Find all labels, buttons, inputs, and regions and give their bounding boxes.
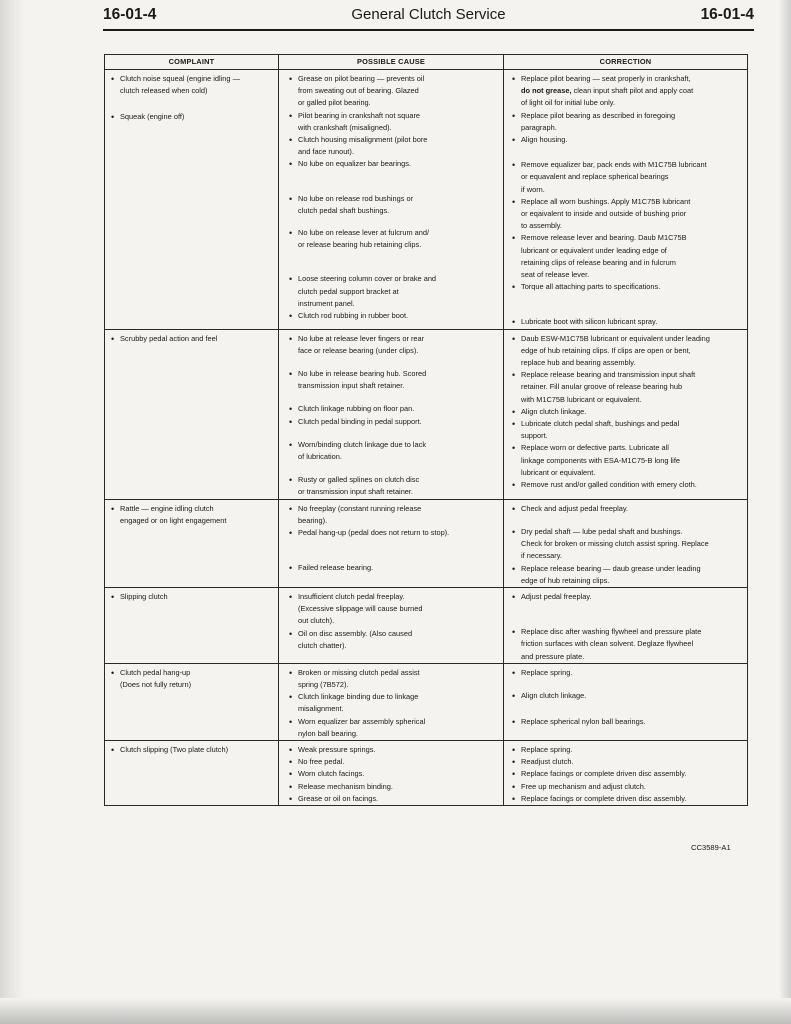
item-text: Release mechanism binding. — [298, 781, 393, 791]
cause-item — [289, 474, 499, 498]
item-text: Adjust pedal freeplay. — [521, 591, 592, 601]
correction-item — [512, 781, 743, 793]
cause-cell — [279, 70, 504, 330]
bullet-icon: • — [289, 333, 293, 344]
column-header-possible-cause: POSSIBLE CAUSE — [279, 55, 504, 70]
cause-item — [289, 562, 499, 574]
bullet-icon: • — [289, 439, 293, 450]
bullet-icon: • — [289, 667, 293, 678]
bullet-icon: • — [512, 563, 516, 574]
item-text: Worn equalizer bar assembly spherical nylon ball bearing. — [298, 716, 426, 738]
item-text: Check and adjust pedal freeplay. — [521, 503, 629, 513]
item-text: Remove rust and/or galled condition with emery cloth. — [521, 480, 697, 490]
correction-item — [512, 563, 743, 587]
item-text: Pedal hang-up (pedal does not return to stop). — [298, 528, 450, 538]
item-text: Oil on disc assembly. (Also caused clutch chatter). — [298, 628, 413, 650]
table-body — [105, 70, 748, 806]
bullet-icon: • — [289, 716, 293, 727]
bullet-icon: • — [289, 404, 293, 415]
correction-item — [512, 479, 743, 491]
cause-item — [289, 781, 499, 793]
correction-item — [512, 716, 743, 728]
item-text: Lubricate clutch pedal shaft, bushings and pedal support. — [521, 419, 680, 441]
table-header-row — [105, 55, 748, 70]
cause-item — [289, 403, 499, 415]
complaint-item — [111, 503, 274, 527]
bullet-icon: • — [111, 591, 115, 602]
bullet-icon: • — [512, 370, 516, 381]
cause-item — [289, 227, 499, 251]
bullet-icon: • — [289, 757, 293, 768]
item-text: Replace facings or complete driven disc assembly. — [521, 769, 687, 779]
bullet-icon: • — [289, 274, 293, 285]
cause-item — [289, 667, 499, 691]
bullet-icon: • — [512, 333, 516, 344]
cause-item — [289, 439, 499, 463]
cause-item — [289, 793, 499, 805]
cause-item — [289, 744, 499, 756]
correction-item — [512, 690, 743, 702]
bullet-icon: • — [512, 480, 516, 491]
bullet-icon: • — [289, 744, 293, 755]
complaint-cell — [105, 70, 279, 330]
item-text: Grease or oil on facings. — [298, 793, 379, 803]
correction-item — [512, 406, 743, 418]
bullet-icon: • — [512, 667, 516, 678]
item-text: Align housing. — [521, 135, 568, 145]
correction-item — [512, 196, 743, 233]
item-text: No lube on release rod bushings or clutch pedal shaft bushings. — [298, 193, 414, 215]
item-text: Insufficient clutch pedal freeplay. (Excessive slippage will cause burned out clutch). — [298, 591, 423, 626]
bullet-icon: • — [512, 110, 516, 121]
bullet-icon: • — [289, 528, 293, 539]
item-text: Clutch rod rubbing in rubber boot. — [298, 311, 409, 321]
correction-item — [512, 503, 743, 515]
cause-item — [289, 628, 499, 652]
bullet-icon: • — [512, 793, 516, 804]
troubleshooting-table — [104, 54, 748, 806]
item-text: Remove equalizer bar, pack ends with M1C75B lubricant or equavalent and replace spherical bearings if worn. — [521, 160, 707, 194]
complaint-item — [111, 744, 274, 756]
correction-cell — [504, 663, 748, 740]
cause-item — [289, 768, 499, 780]
correction-item — [512, 232, 743, 281]
bullet-icon: • — [111, 112, 115, 123]
table-row — [105, 329, 748, 499]
bullet-icon: • — [289, 692, 293, 703]
bullet-icon: • — [512, 781, 516, 792]
bullet-icon: • — [289, 591, 293, 602]
item-text: Torque all attaching parts to specifications. — [521, 282, 661, 292]
item-text: Replace all worn bushings. Apply M1C75B lubricant or eqaivalent to inside and outside of bushing prior to assembly. — [521, 196, 691, 231]
cause-item — [289, 193, 499, 217]
item-text: Align clutch linkage. — [521, 690, 587, 700]
bullet-icon: • — [512, 419, 516, 430]
cause-item — [289, 273, 499, 310]
correction-item — [512, 442, 743, 479]
item-text: Daub ESW-M1C75B lubricant or equivalent under leading edge of hub retaining clips. If clips are open or bent, replace hub and bearing assembly. — [521, 333, 710, 368]
item-text: Slipping clutch — [120, 591, 168, 601]
bullet-icon: • — [512, 282, 516, 293]
correction-item — [512, 591, 743, 603]
item-text: No lube on release lever at fulcrum and/ or release bearing hub retaining clips. — [298, 228, 430, 250]
correction-item — [512, 768, 743, 780]
figure-code: CC3589-A1 — [691, 843, 731, 852]
page-binding-margin — [0, 0, 26, 1024]
correction-item — [512, 526, 743, 563]
cause-item — [289, 527, 499, 539]
item-text: Replace worn or defective parts. Lubricate all linkage components with ESA-M1C75-B long life lubricant or equivalent. — [521, 443, 680, 477]
correction-item — [512, 667, 743, 679]
page-edge-shadow — [779, 0, 791, 1024]
complaint-cell — [105, 587, 279, 663]
bullet-icon: • — [512, 406, 516, 417]
correction-item — [512, 418, 743, 442]
item-text: No freeplay (constant running release bearing). — [298, 503, 422, 525]
bullet-icon: • — [512, 690, 516, 701]
complaint-item — [111, 111, 274, 123]
bullet-icon: • — [512, 744, 516, 755]
bullet-icon: • — [512, 526, 516, 537]
bullet-icon: • — [289, 135, 293, 146]
bullet-icon: • — [289, 793, 293, 804]
item-text: No free pedal. — [298, 757, 345, 767]
item-text: No lube at release lever fingers or rear face or release bearing (under clips). — [298, 333, 425, 355]
item-text: Rattle — engine idling clutch engaged or on light engagement — [120, 503, 227, 525]
item-text: Replace release bearing — daub grease under leading edge of hub retaining clips. — [521, 563, 701, 585]
item-text: Failed release bearing. — [298, 563, 374, 573]
complaint-item — [111, 73, 274, 97]
bullet-icon: • — [289, 311, 293, 322]
complaint-cell — [105, 499, 279, 587]
bullet-icon: • — [289, 416, 293, 427]
cause-item — [289, 591, 499, 628]
item-text: Clutch linkage rubbing on floor pan. — [298, 404, 415, 414]
cause-item — [289, 73, 499, 110]
item-text: Clutch noise squeal (engine idling — clutch released when cold) — [120, 74, 240, 96]
bullet-icon: • — [289, 475, 293, 486]
correction-item — [512, 333, 743, 370]
item-text: Loose steering column cover or brake and clutch pedal support bracket at instrument panel. — [298, 274, 437, 308]
cause-cell — [279, 499, 504, 587]
bullet-icon: • — [512, 717, 516, 728]
bullet-icon: • — [111, 74, 115, 84]
correction-item — [512, 281, 743, 293]
item-text: Lubricate boot with silicon lubricant spray. — [521, 317, 658, 327]
bullet-icon: • — [512, 443, 516, 454]
correction-item — [512, 134, 743, 146]
column-header-complaint: COMPLAINT — [105, 55, 279, 70]
bullet-icon: • — [512, 627, 516, 638]
cause-item — [289, 110, 499, 134]
cause-item — [289, 310, 499, 322]
bullet-icon: • — [512, 74, 516, 84]
item-text: Replace spring. — [521, 667, 573, 677]
item-text: Free up mechanism and adjust clutch. — [521, 781, 646, 791]
item-text: Rusty or galled splines on clutch disc or transmission input shaft retainer. — [298, 475, 420, 497]
item-text: Clutch pedal hang-up (Does not fully return) — [120, 667, 192, 689]
emphasis-text: do not grease, — [521, 86, 572, 96]
table-row — [105, 499, 748, 587]
complaint-item — [111, 667, 274, 691]
complaint-item — [111, 333, 274, 345]
bullet-icon: • — [289, 628, 293, 639]
item-text: Clutch pedal binding in pedal support. — [298, 416, 422, 426]
correction-item — [512, 756, 743, 768]
bullet-icon: • — [111, 744, 115, 755]
item-text: Clutch linkage binding due to linkage misalignment. — [298, 692, 419, 714]
cause-item — [289, 503, 499, 527]
bullet-icon: • — [512, 503, 516, 514]
bullet-icon: • — [111, 503, 115, 514]
complaint-cell — [105, 329, 279, 499]
cause-item — [289, 716, 499, 740]
cause-item — [289, 368, 499, 392]
table-row — [105, 663, 748, 740]
bullet-icon: • — [289, 228, 293, 239]
correction-cell — [504, 740, 748, 805]
correction-cell — [504, 70, 748, 330]
item-text: Broken or missing clutch pedal assist spring (7B572). — [298, 667, 420, 689]
page-bottom-shadow — [0, 998, 791, 1024]
bullet-icon: • — [512, 160, 516, 171]
complaint-item — [111, 591, 274, 603]
item-text: No lube in release bearing hub. Scored transmission input shaft retainer. — [298, 369, 427, 391]
bullet-icon: • — [512, 135, 516, 146]
page-number-left: 16-01-4 — [103, 6, 157, 23]
item-text: Replace release bearing and transmission input shaft retainer. Fill anular groove of release bearing hub with M1C75B lubricant or equivalent. — [521, 370, 696, 404]
bullet-icon: • — [289, 74, 293, 84]
correction-item — [512, 369, 743, 406]
cause-item — [289, 416, 499, 428]
item-text: Pilot bearing in crankshaft not square with crankshaft (misaligned). — [298, 110, 421, 132]
page-number-right: 16-01-4 — [700, 6, 754, 23]
cause-cell — [279, 740, 504, 805]
correction-cell — [504, 499, 748, 587]
bullet-icon: • — [512, 591, 516, 602]
complaint-cell — [105, 740, 279, 805]
item-text: Replace spring. — [521, 744, 573, 754]
bullet-icon: • — [111, 333, 115, 344]
bullet-icon: • — [289, 563, 293, 574]
correction-item — [512, 793, 743, 805]
bullet-icon: • — [289, 193, 293, 204]
cause-cell — [279, 329, 504, 499]
cause-item — [289, 756, 499, 768]
item-text: Scrubby pedal action and feel — [120, 333, 218, 343]
cause-cell — [279, 587, 504, 663]
item-text: Clutch slipping (Two plate clutch) — [120, 744, 229, 754]
cause-cell — [279, 663, 504, 740]
item-text: Replace spherical nylon ball bearings. — [521, 717, 646, 727]
item-text: No lube on equalizer bar bearings. — [298, 159, 411, 169]
correction-item — [512, 110, 743, 134]
item-text: Replace facings or complete driven disc assembly. — [521, 793, 687, 803]
item-text: Replace disc after washing flywheel and pressure plate friction surfaces with clean solvent. Deglaze flywheel and pressure plate. — [521, 627, 702, 661]
item-text: Align clutch linkage. — [521, 406, 587, 416]
item-text: Clutch housing misalignment (pilot bore and face runout). — [298, 135, 428, 157]
correction-item — [512, 73, 743, 110]
cause-item — [289, 158, 499, 170]
bullet-icon: • — [289, 369, 293, 380]
correction-item — [512, 159, 743, 196]
complaint-cell — [105, 663, 279, 740]
cause-item — [289, 691, 499, 715]
bullet-icon: • — [289, 503, 293, 514]
correction-cell — [504, 587, 748, 663]
header-rule — [103, 29, 754, 31]
correction-item — [512, 626, 743, 663]
item-text: Weak pressure springs. — [298, 744, 376, 754]
correction-item — [512, 744, 743, 756]
item-text: Readjust clutch. — [521, 757, 574, 767]
table-row — [105, 740, 748, 805]
cause-item — [289, 134, 499, 158]
bullet-icon: • — [512, 196, 516, 207]
correction-cell — [504, 329, 748, 499]
cause-item — [289, 333, 499, 357]
item-text: Grease on pilot bearing — prevents oil from sweating out of bearing. Glazed or galled pilot bearing. — [298, 74, 425, 108]
bullet-icon: • — [512, 757, 516, 768]
item-text: Dry pedal shaft — lube pedal shaft and bushings. Check for broken or missing clutch assist spring. Replace if necessary. — [521, 526, 709, 561]
item-text: Squeak (engine off) — [120, 112, 185, 122]
item-text: Worn clutch facings. — [298, 769, 365, 779]
item-text-continued: clean input shaft pilot and apply coat of light oil for initial lube only. — [521, 86, 694, 108]
column-header-correction: CORRECTION — [504, 55, 748, 70]
item-text: Replace pilot bearing — seat properly in crankshaft, — [521, 74, 691, 83]
item-text: Remove release lever and bearing. Daub M1C75B lubricant or equivalent under leading edge of retaining clips of release bearing and in fulcrum seat of release lever. — [521, 233, 687, 280]
page-header — [103, 6, 754, 26]
bullet-icon: • — [289, 781, 293, 792]
bullet-icon: • — [512, 317, 516, 328]
bullet-icon: • — [289, 769, 293, 780]
bullet-icon: • — [289, 159, 293, 170]
item-text: Worn/binding clutch linkage due to lack of lubrication. — [298, 439, 427, 462]
bullet-icon: • — [512, 233, 516, 244]
table-row — [105, 587, 748, 663]
item-text: Replace pilot bearing as described in foregoing paragraph. — [521, 110, 676, 132]
bullet-icon: • — [512, 769, 516, 780]
correction-item — [512, 316, 743, 328]
table-row — [105, 70, 748, 330]
page-title: General Clutch Service — [351, 6, 506, 23]
bullet-icon: • — [289, 110, 293, 121]
bullet-icon: • — [111, 667, 115, 678]
